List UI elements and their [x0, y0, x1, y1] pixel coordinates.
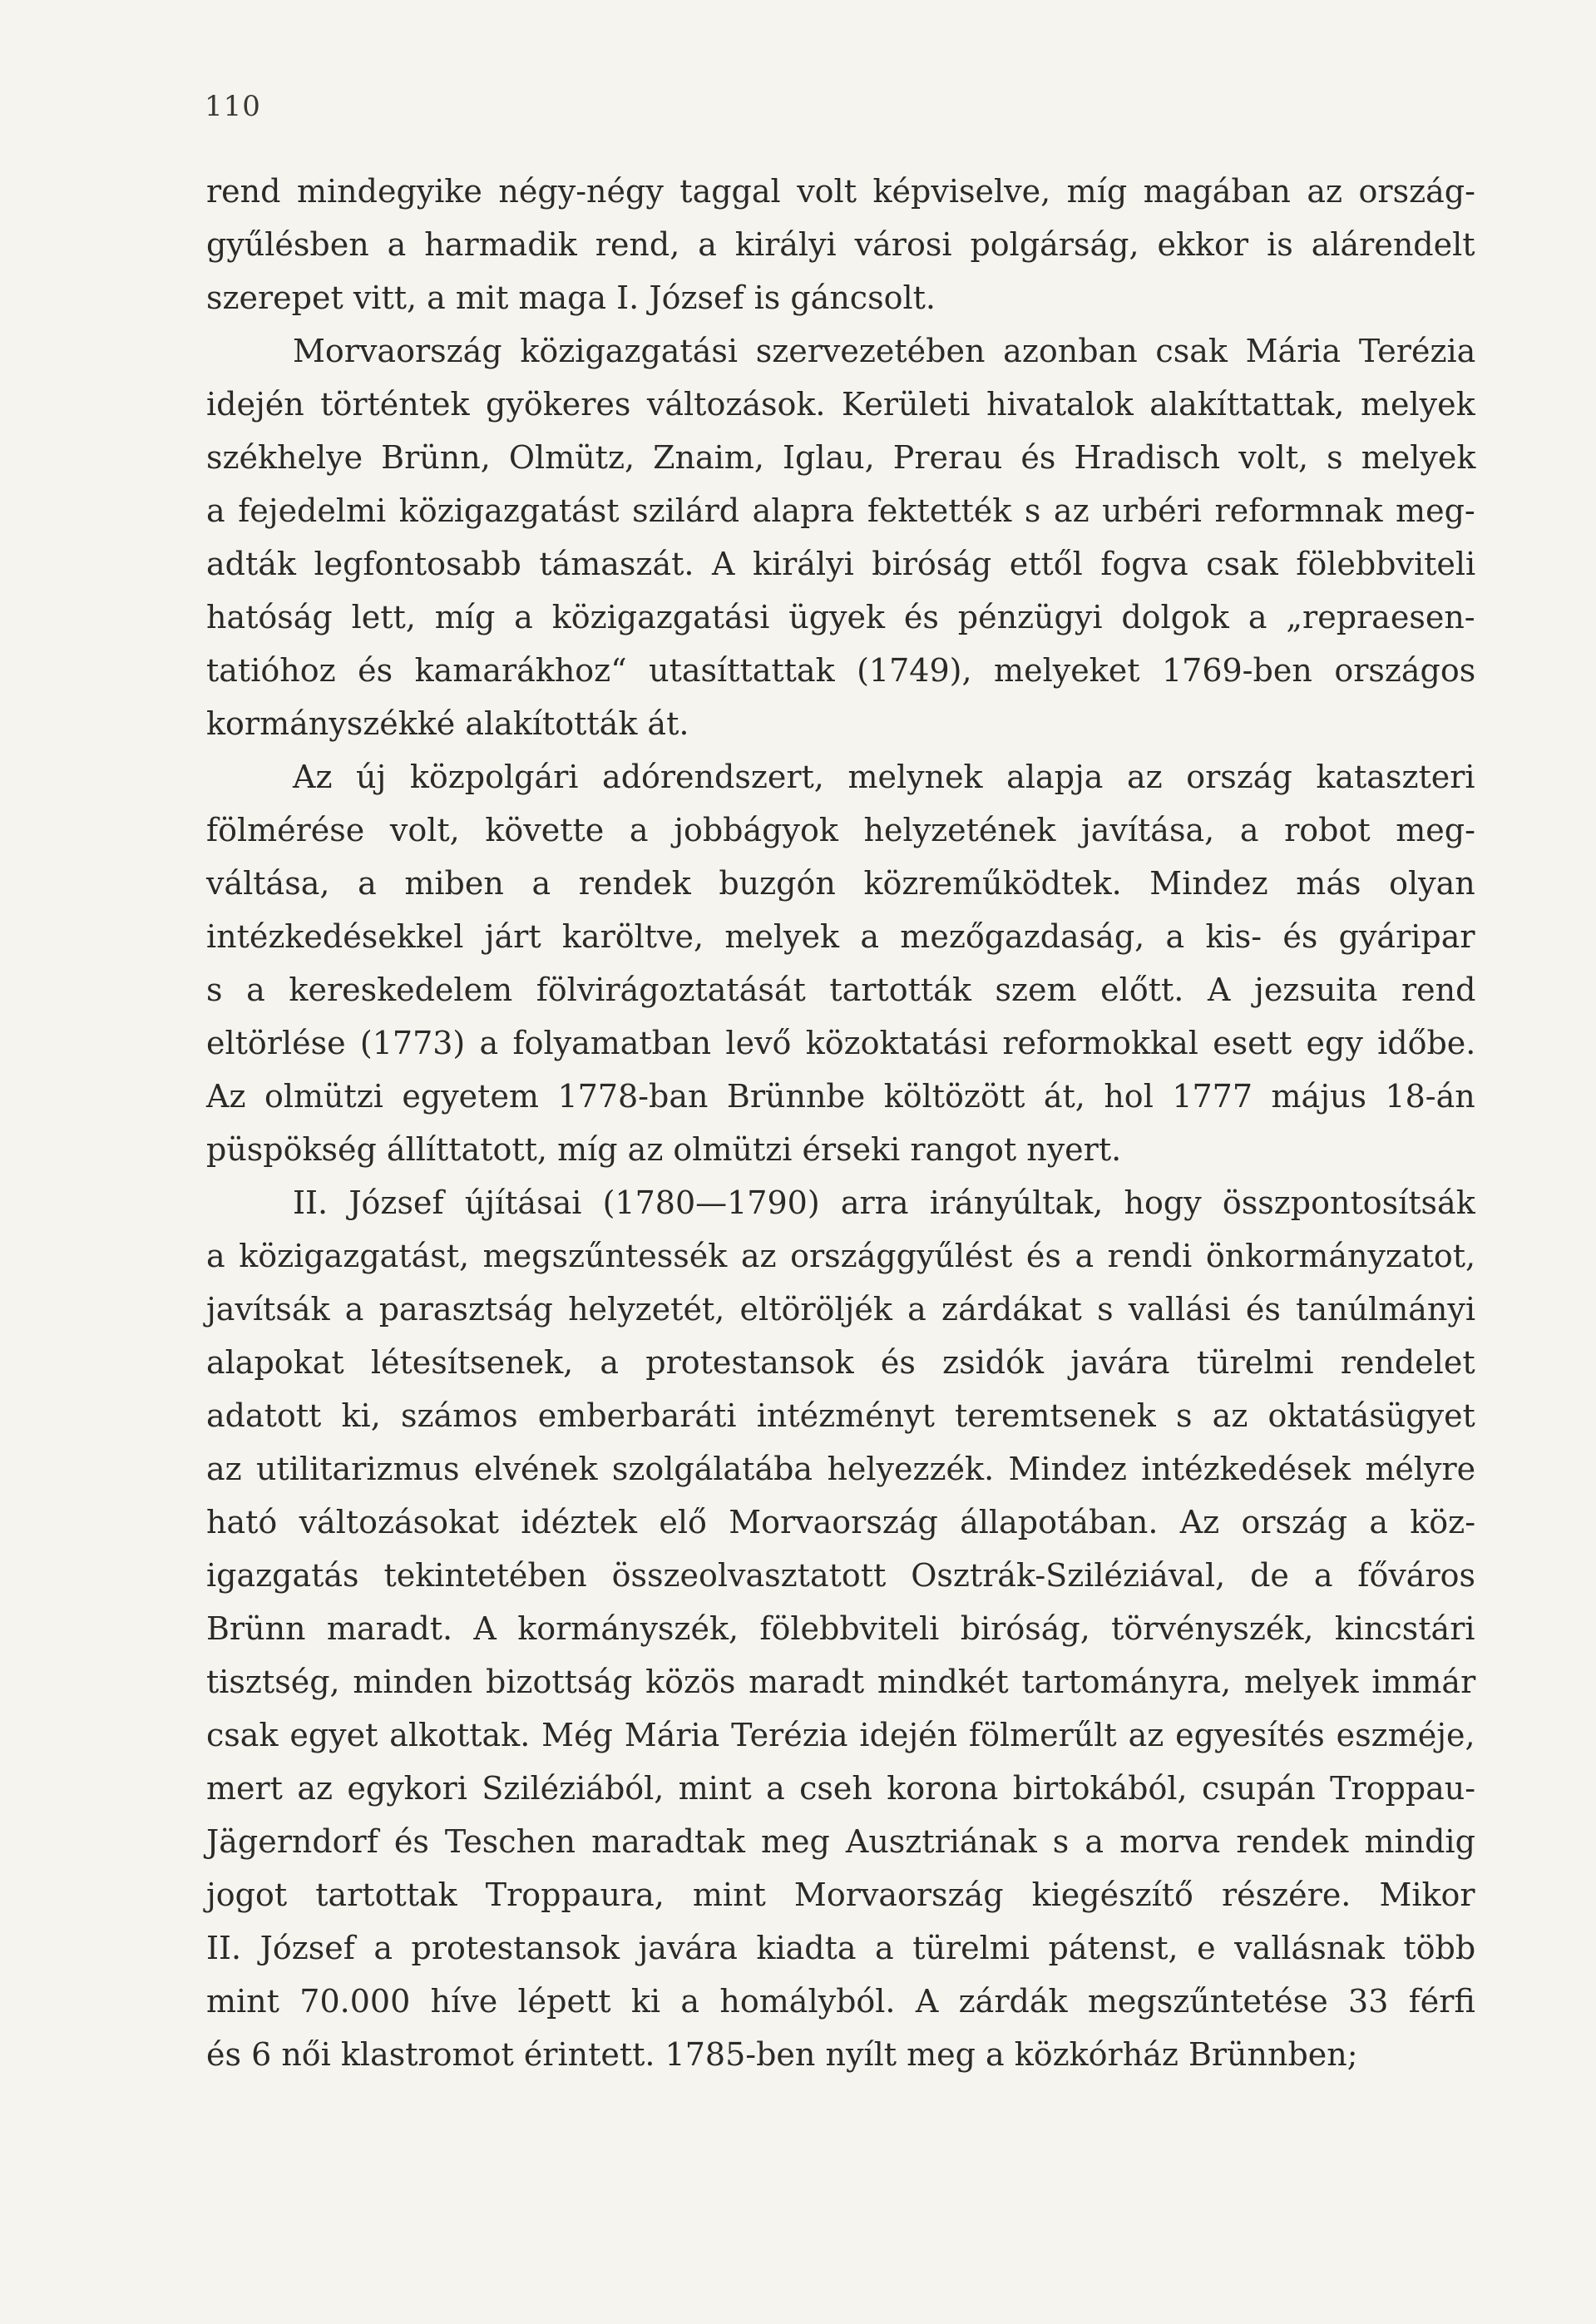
text-line: Brünn maradt. A kormányszék, fölebbviteli biróság, törvényszék, kincstári — [206, 1610, 1475, 1647]
text-line: püspökség állíttatott, míg az olmützi érseki rangot nyert. — [206, 1131, 1122, 1168]
text-line: mint 70.000 híve lépett ki a homályból. A zárdák megszűntetése 33 férfi — [206, 1983, 1475, 2020]
text-line: ható változásokat idéztek elő Morvaország állapotában. Az ország a köz- — [206, 1504, 1476, 1540]
text-line: s a kereskedelem fölvirágoztatását tartották szem előtt. A jezsuita rend — [206, 972, 1476, 1008]
page-number: 110 — [205, 90, 261, 123]
text-line: a közigazgatást, megszűntessék az országgyűlést és a rendi önkormányzatot, — [206, 1238, 1476, 1274]
text-line: tatióhoz és kamarákhoz“ utasíttattak (1749), melyeket 1769-ben országos — [206, 652, 1476, 689]
text-line: kormányszékké alakították át. — [206, 705, 689, 742]
text-line: intézkedésekkel járt karöltve, melyek a mezőgazdaság, a kis- és gyáripar — [206, 918, 1475, 955]
text-line: váltása, a miben a rendek buzgón közreműködtek. Mindez más olyan — [206, 865, 1475, 902]
text-line: rend mindegyike négy-négy taggal volt képviselve, míg magában az ország- — [206, 173, 1475, 210]
text-line: alapokat létesítsenek, a protestansok és zsidók javára türelmi rendelet — [206, 1344, 1475, 1381]
text-line: Jägerndorf és Teschen maradtak meg Ausztriának s a morva rendek mindig — [206, 1823, 1475, 1860]
text-line: szerepet vitt, a mit maga I. József is gáncsolt. — [206, 279, 936, 316]
text-line: gyűlésben a harmadik rend, a királyi városi polgárság, ekkor is alárendelt — [206, 226, 1475, 263]
text-line: idején történtek gyökeres változások. Kerületi hivatalok alakíttattak, melyek — [206, 386, 1475, 423]
text-line: II. József újításai (1780—1790) arra irányúltak, hogy összpontosítsák — [293, 1184, 1475, 1221]
paragraph-4 — [206, 1176, 1475, 2081]
text-line: csak egyet alkottak. Még Mária Terézia idején fölmerűlt az egyesítés eszméje, — [206, 1717, 1475, 1753]
paragraph-2 — [206, 324, 1475, 750]
text-line: igazgatás tekintetében összeolvasztatott Osztrák-Sziléziával, de a főváros — [206, 1557, 1476, 1594]
text-line: jogot tartottak Troppaura, mint Morvaország kiegészítő részére. Mikor — [206, 1877, 1475, 1913]
text-line: Az új közpolgári adórendszert, melynek alapja az ország kataszteri — [293, 759, 1475, 795]
text-line: adták legfontosabb támaszát. A királyi biróság ettől fogva csak fölebbviteli — [206, 546, 1476, 582]
text-line: tisztség, minden bizottság közös maradt mindkét tartományra, melyek immár — [206, 1664, 1476, 1700]
paragraph-3 — [206, 750, 1475, 1176]
text-line: és 6 női klastromot érintett. 1785-ben nyílt meg a közkórház Brünnben; — [206, 2036, 1358, 2073]
body-text — [206, 165, 1475, 2081]
text-line: II. József a protestansok javára kiadta a türelmi pátenst, e vallásnak több — [206, 1930, 1476, 1966]
text-line: hatóság lett, míg a közigazgatási ügyek és pénzügyi dolgok a „repraesen- — [206, 599, 1475, 635]
text-line: eltörlése (1773) a folyamatban levő közoktatási reformokkal esett egy időbe. — [206, 1025, 1476, 1061]
text-line: Morvaország közigazgatási szervezetében azonban csak Mária Terézia — [293, 333, 1476, 369]
text-line: az utilitarizmus elvének szolgálatába helyezzék. Mindez intézkedések mélyre — [206, 1451, 1476, 1487]
text-line: fölmérése volt, követte a jobbágyok helyzetének javítása, a robot meg- — [206, 812, 1475, 848]
text-line: Az olmützi egyetem 1778-ban Brünnbe költözött át, hol 1777 május 18-án — [206, 1078, 1475, 1115]
text-line: székhelye Brünn, Olmütz, Znaim, Iglau, Prerau és Hradisch volt, s melyek — [206, 439, 1476, 476]
text-line: mert az egykori Sziléziából, mint a cseh korona birtokából, csupán Troppau- — [206, 1770, 1476, 1807]
text-line: adatott ki, számos emberbaráti intézményt teremtsenek s az oktatásügyet — [206, 1397, 1475, 1434]
text-line: javítsák a parasztság helyzetét, eltöröljék a zárdákat s vallási és tanúlmányi — [206, 1291, 1475, 1328]
text-line: a fejedelmi közigazgatást szilárd alapra fektették s az urbéri reformnak meg- — [206, 492, 1475, 529]
paragraph-1 — [206, 165, 1475, 324]
